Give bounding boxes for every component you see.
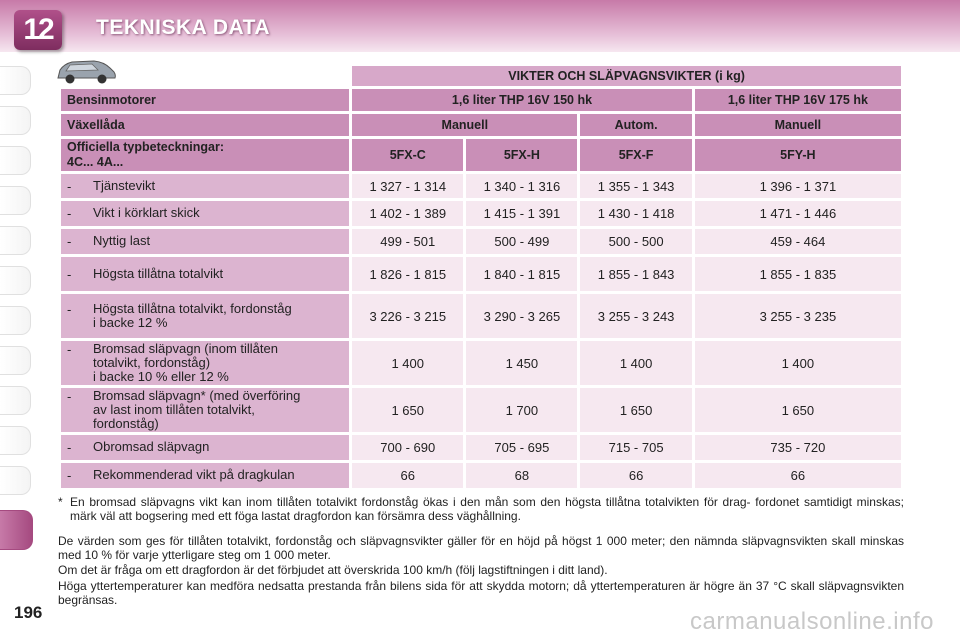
type-label — [61, 139, 349, 171]
row-label-line: Obromsad släpvagn — [93, 439, 210, 454]
page-header — [0, 0, 960, 52]
page-title: TEKNISKA DATA — [96, 16, 271, 39]
row-label-line: Bromsad släpvagn (inom tillåten — [93, 341, 278, 356]
row-label-line: Rekommenderad vikt på dragkulan — [93, 467, 295, 482]
row-label: - Nyttig last — [61, 229, 349, 254]
row-value: 1 400 — [352, 341, 463, 385]
paragraph: Höga yttertemperaturer kan medföra nedsatta prestanda från bilens sida för att skydda motorn; då yttertemperaturen är högre än 37 °C skall släpvagnsvikten begränsas. — [58, 579, 904, 607]
row-value: 1 855 - 1 835 — [695, 257, 901, 291]
row-value: 1 450 — [466, 341, 577, 385]
page-number: 196 — [14, 603, 43, 622]
type-header: 5FY-H — [695, 139, 901, 171]
engine-header: 1,6 liter THP 16V 150 hk — [352, 89, 692, 111]
row-value: 1 840 - 1 815 — [466, 257, 577, 291]
row-label: - Högsta tillåtna totalvikt — [61, 257, 349, 291]
chapter-tab[interactable] — [0, 386, 31, 415]
engine-label: Bensinmotorer — [61, 89, 349, 111]
chapter-tab[interactable] — [0, 426, 31, 455]
table-row — [61, 341, 901, 385]
row-value: 68 — [466, 463, 577, 488]
row-value: 500 - 500 — [580, 229, 691, 254]
row-value: 1 700 — [466, 388, 577, 432]
row-value: 1 400 — [580, 341, 691, 385]
row-label-line: Tjänstevikt — [93, 177, 156, 193]
watermark: carmanualsonline.info — [690, 608, 934, 635]
row-value: 1 355 - 1 343 — [580, 174, 691, 198]
row-label: - Vikt i körklart skick — [61, 201, 349, 226]
footnote-marker: * — [58, 495, 63, 509]
row-label-line: fordonståg) — [93, 416, 159, 431]
row-label-line: totalvikt, fordonståg) — [93, 355, 211, 370]
row-value: 715 - 705 — [580, 435, 691, 460]
row-value: 1 396 - 1 371 — [695, 174, 901, 198]
row-label-line: Bromsad släpvagn* (med överföring — [93, 388, 301, 403]
footnote-text: En bromsad släpvagns vikt kan inom tillåten totalvikt fordonståg ökas i den mån som den högsta tillåtna totalvikten för drag- fordonet samtidigt minskas; märk väl att bogsering med ett föga lastat dragfordon kan försämra dess väghållning. — [70, 495, 904, 523]
row-value: 459 - 464 — [695, 229, 901, 254]
table-row — [61, 463, 901, 488]
gearbox-header: Manuell — [352, 114, 577, 136]
gearbox-label: Växellåda — [61, 114, 349, 136]
row-value: 66 — [695, 463, 901, 488]
table-row — [61, 201, 901, 226]
type-header: 5FX-F — [580, 139, 691, 171]
row-value: 499 - 501 — [352, 229, 463, 254]
row-label-line: Nyttig last — [93, 233, 151, 248]
chapter-tab-active[interactable] — [0, 510, 33, 550]
chapter-tab[interactable] — [0, 106, 31, 135]
type-header: 5FX-C — [352, 139, 463, 171]
row-label-line: Högsta tillåtna totalvikt, fordonståg — [93, 301, 292, 316]
row-value: 1 650 — [580, 388, 691, 432]
engine-header: 1,6 liter THP 16V 175 hk — [695, 89, 901, 111]
type-label-line: 4C... 4A... — [67, 155, 124, 169]
row-label-line: Högsta tillåtna totalvikt — [93, 265, 224, 281]
row-label: - Bromsad släpvagn* (med överföring av last inom tillåten totalvikt, fordonståg) — [61, 388, 349, 432]
gearbox-header: Autom. — [580, 114, 691, 136]
chapter-tab[interactable] — [0, 306, 31, 335]
row-value: 1 340 - 1 316 — [466, 174, 577, 198]
row-label: - Högsta tillåtna totalvikt, fordonståg i backe 12 % — [61, 294, 349, 338]
row-value: 66 — [580, 463, 691, 488]
table-row — [61, 294, 901, 338]
chapter-badge: 12 — [14, 10, 62, 50]
row-value: 1 327 - 1 314 — [352, 174, 463, 198]
chapter-tab[interactable] — [0, 346, 31, 375]
chapter-tab[interactable] — [0, 146, 31, 175]
row-label-line: i backe 12 % — [93, 315, 168, 330]
row-value: 1 650 — [352, 388, 463, 432]
footnote — [58, 495, 904, 523]
row-value: 1 400 — [695, 341, 901, 385]
type-header: 5FX-H — [466, 139, 577, 171]
row-label-line: av last inom tillåten totalvikt, — [93, 402, 255, 417]
table-row — [61, 388, 901, 432]
row-label: - Bromsad släpvagn (inom tillåten totalvikt, fordonståg) i backe 10 % eller 12 % — [61, 341, 349, 385]
table-row — [61, 257, 901, 291]
chapter-tab[interactable] — [0, 66, 31, 95]
row-value: 700 - 690 — [352, 435, 463, 460]
table-title: VIKTER OCH SLÄPVAGNSVIKTER (i kg) — [352, 66, 901, 86]
weights-table — [58, 63, 904, 491]
row-value: 500 - 499 — [466, 229, 577, 254]
row-value: 3 255 - 3 243 — [580, 294, 691, 338]
row-value: 1 855 - 1 843 — [580, 257, 691, 291]
table-row — [61, 229, 901, 254]
type-label-line: Officiella typbeteckningar: — [67, 140, 224, 154]
row-label-line: i backe 10 % eller 12 % — [93, 369, 229, 384]
paragraph: De värden som ges för tillåten totalvikt, fordonståg och släpvagnsvikter gäller för en höjd på högst 1 000 meter; den nämnda släpvagnsvikten skall minskas med 10 % för varje ytterligare steg om 1 000 meter. — [58, 534, 904, 562]
chapter-tab[interactable] — [0, 466, 31, 495]
row-label: - Obromsad släpvagn — [61, 435, 349, 460]
row-label: - Rekommenderad vikt på dragkulan — [61, 463, 349, 488]
row-value: 1 430 - 1 418 — [580, 201, 691, 226]
table-row — [61, 174, 901, 198]
chapter-tabs — [0, 60, 40, 580]
row-value: 735 - 720 — [695, 435, 901, 460]
chapter-tab[interactable] — [0, 186, 31, 215]
row-value: 3 290 - 3 265 — [466, 294, 577, 338]
row-value: 66 — [352, 463, 463, 488]
row-value: 705 - 695 — [466, 435, 577, 460]
chapter-tab[interactable] — [0, 266, 31, 295]
chapter-tab[interactable] — [0, 226, 31, 255]
row-value: 1 402 - 1 389 — [352, 201, 463, 226]
table-row — [61, 435, 901, 460]
paragraph: Om det är fråga om ett dragfordon är det förbjudet att överskrida 100 km/h (följ lagstiftningen i ditt land). — [58, 563, 608, 577]
table-body — [61, 174, 901, 488]
row-label-line: Vikt i körklart skick — [93, 205, 200, 220]
row-value: 1 650 — [695, 388, 901, 432]
row-value: 1 826 - 1 815 — [352, 257, 463, 291]
row-label: - Tjänstevikt — [61, 174, 349, 198]
row-value: 1 415 - 1 391 — [466, 201, 577, 226]
table-title-spacer — [61, 66, 349, 86]
gearbox-header: Manuell — [695, 114, 901, 136]
row-value: 3 255 - 3 235 — [695, 294, 901, 338]
row-value: 1 471 - 1 446 — [695, 201, 901, 226]
row-value: 3 226 - 3 215 — [352, 294, 463, 338]
